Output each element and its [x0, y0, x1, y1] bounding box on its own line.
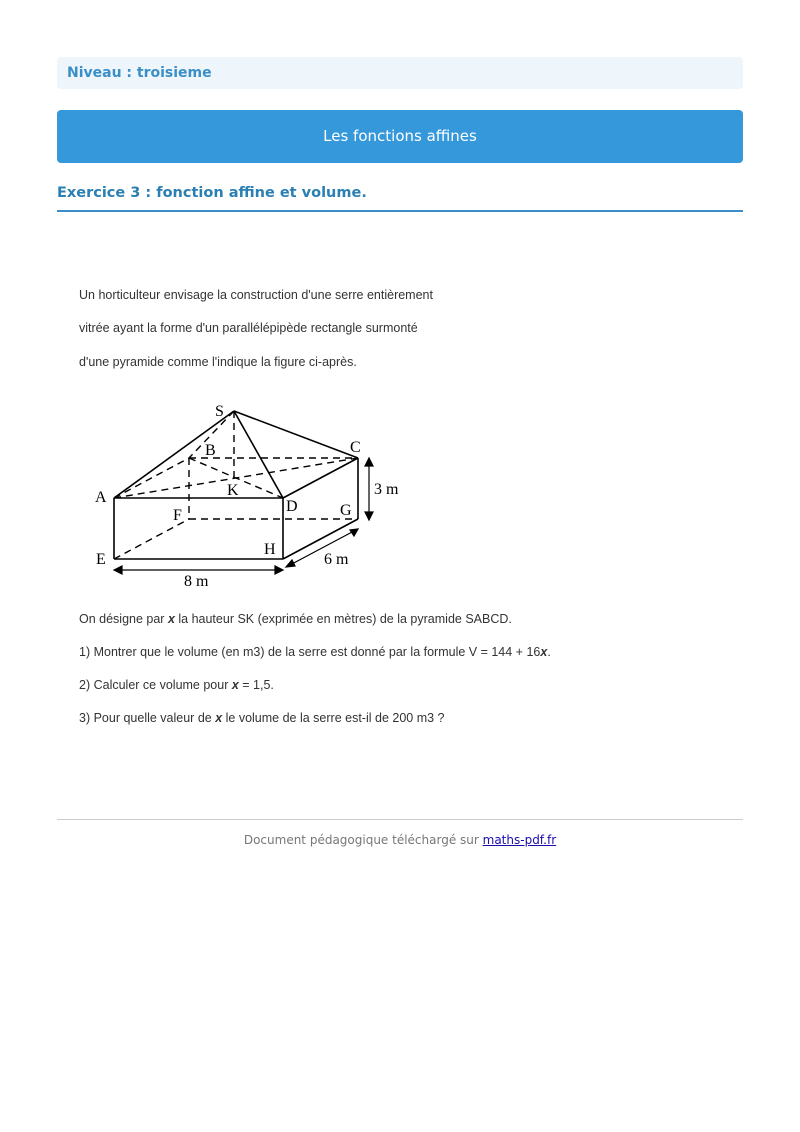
q1-variable: x: [540, 645, 548, 659]
point-label-k: K: [227, 482, 239, 499]
q0-text-post: la hauteur SK (exprimée en mètres) de la pyramide SABCD.: [174, 612, 512, 626]
footer-text: Document pédagogique téléchargé sur: [243, 833, 483, 847]
q0-variable: x: [167, 612, 175, 626]
point-label-f: F: [173, 507, 182, 524]
exercise-title: Exercice 3 : fonction affine et volume.: [57, 185, 743, 212]
edge-sd: [234, 411, 283, 498]
edge-sa: [114, 411, 234, 498]
q3-text-post: le volume de la serre est-il de 200 m3 ?: [222, 711, 445, 725]
greenhouse-diagram: [88, 395, 418, 595]
footer-link[interactable]: maths-pdf.fr: [482, 833, 557, 847]
point-label-c: C: [350, 439, 361, 456]
q3-text-pre: 3) Pour quelle valeur de: [79, 711, 216, 725]
intro-line-3: d'une pyramide comme l'indique la figure ci-après.: [79, 355, 357, 369]
q0-text-pre: On désigne par: [79, 612, 168, 626]
point-label-h: H: [264, 541, 276, 558]
dim-length-label: 8 m: [184, 573, 209, 590]
question-1: [79, 645, 739, 659]
point-label-e: E: [96, 551, 106, 568]
chapter-title-banner: Les fonctions affines: [57, 110, 743, 163]
dim-length-arrow-left: [114, 566, 122, 574]
edge-sc: [234, 411, 358, 458]
point-label-d: D: [286, 498, 298, 515]
dim-height-label: 3 m: [374, 481, 399, 498]
footer-divider: [57, 819, 743, 820]
q2-variable: x: [231, 678, 239, 692]
dim-depth-label: 6 m: [324, 551, 349, 568]
point-label-g: G: [340, 502, 352, 519]
intro-line-1: Un horticulteur envisage la construction d'une serre entièrement: [79, 288, 433, 302]
q1-text-post: .: [547, 645, 551, 659]
question-3: [79, 711, 739, 725]
greenhouse-figure: [88, 395, 418, 595]
q2-text-post: = 1,5.: [238, 678, 274, 692]
intro-line-2: vitrée ayant la forme d'un parallélépipède rectangle surmonté: [79, 321, 418, 335]
question-2: [79, 678, 739, 692]
hidden-edge-ef: [114, 519, 189, 559]
question-intro: [79, 612, 739, 626]
dim-height-arrow-bottom: [365, 512, 373, 520]
dim-length-arrow-right: [275, 566, 283, 574]
dim-depth-arrow-left: [286, 560, 295, 567]
q1-text-pre: 1) Montrer que le volume (en m3) de la serre est donné par la formule V = 144 + 16: [79, 645, 541, 659]
point-label-b: B: [205, 442, 216, 459]
footer: [57, 833, 743, 847]
q2-text-pre: 2) Calculer ce volume pour: [79, 678, 232, 692]
q3-variable: x: [215, 711, 223, 725]
dim-depth-arrow-right: [350, 529, 358, 536]
dim-height-arrow-top: [365, 458, 373, 466]
level-badge: Niveau : troisieme: [57, 57, 743, 89]
point-label-a: A: [95, 489, 107, 506]
point-label-s: S: [215, 403, 224, 420]
